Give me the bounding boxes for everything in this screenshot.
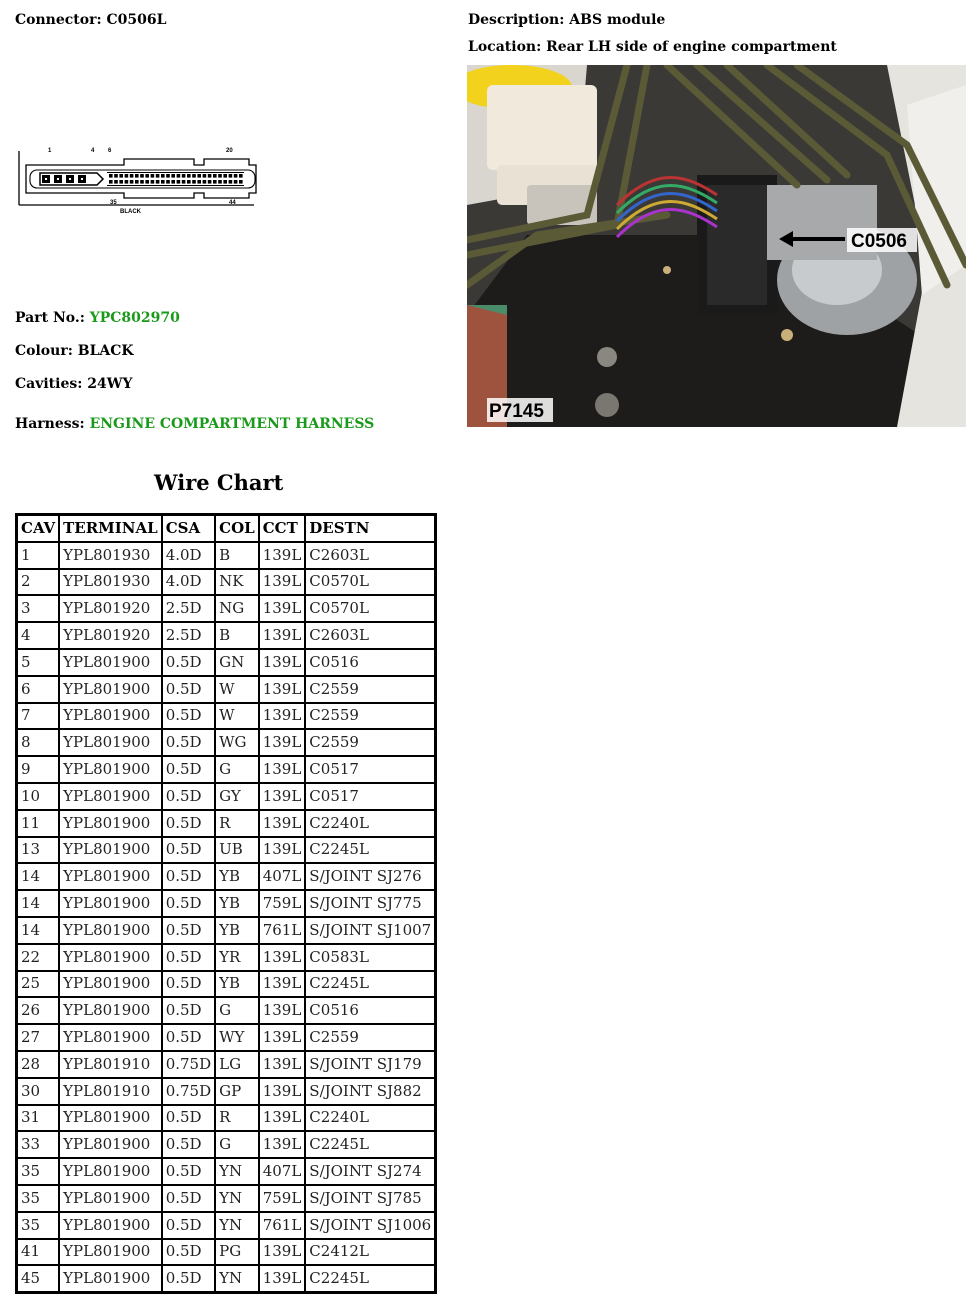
table-cell: S/JOINT SJ775: [306, 891, 434, 916]
table-cell: NG: [216, 596, 258, 621]
table-cell: 139L: [260, 784, 305, 809]
connector-pin: [197, 180, 201, 184]
connector-pin: [130, 180, 134, 184]
table-cell: 45: [18, 1266, 58, 1291]
table-cell: 2.5D: [163, 596, 214, 621]
table-cell: B: [216, 543, 258, 568]
connector-pin: [239, 174, 243, 178]
table-cell: C2240L: [306, 1106, 434, 1131]
table-cell: YPL801900: [60, 1240, 161, 1265]
table-cell: 761L: [260, 1213, 305, 1238]
table-cell: 0.5D: [163, 1132, 214, 1157]
table-cell: 0.5D: [163, 811, 214, 836]
table-cell: YPL801900: [60, 891, 161, 916]
table-cell: YB: [216, 972, 258, 997]
table-cell: YPL801900: [60, 650, 161, 675]
connector-pin: [229, 180, 233, 184]
table-cell: C0517: [306, 757, 434, 782]
table-cell: YPL801900: [60, 704, 161, 729]
table-cell: 139L: [260, 1079, 305, 1104]
table-cell: 139L: [260, 730, 305, 755]
cavities: [15, 376, 133, 392]
connector-pin: [156, 180, 160, 184]
table-cell: 761L: [260, 918, 305, 943]
connector-pin: [187, 174, 191, 178]
connector-pin: [166, 180, 170, 184]
diagram-colour-caption: BLACK: [120, 209, 141, 215]
table-row: [18, 864, 434, 889]
connector-pin: [203, 174, 207, 178]
connector-pin: [140, 174, 144, 178]
table-row: [18, 998, 434, 1023]
table-cell: YN: [216, 1266, 258, 1291]
pin-label: 1: [48, 148, 52, 154]
table-cell: YPL801910: [60, 1079, 161, 1104]
colour-value: BLACK: [77, 343, 134, 359]
table-cell: S/JOINT SJ179: [306, 1052, 434, 1077]
table-cell: YPL801900: [60, 784, 161, 809]
wire-chart-table: [15, 513, 437, 1294]
table-cell: 139L: [260, 596, 305, 621]
table-cell: 0.5D: [163, 1213, 214, 1238]
table-cell: 2: [18, 570, 58, 595]
table-cell: 0.5D: [163, 1025, 214, 1050]
connector-pin: [145, 174, 149, 178]
table-cell: 139L: [260, 972, 305, 997]
table-row: [18, 1025, 434, 1050]
connector-pin: [208, 174, 212, 178]
table-cell: 139L: [260, 1052, 305, 1077]
table-cell: YPL801930: [60, 570, 161, 595]
connector-pin: [218, 180, 222, 184]
connector-pin: [177, 180, 181, 184]
table-row: [18, 1132, 434, 1157]
table-cell: UB: [216, 838, 258, 863]
table-cell: B: [216, 623, 258, 648]
table-row: [18, 757, 434, 782]
column-header: TERMINAL: [60, 516, 161, 541]
table-cell: 139L: [260, 704, 305, 729]
table-cell: GP: [216, 1079, 258, 1104]
table-cell: C2559: [306, 677, 434, 702]
table-cell: 0.75D: [163, 1079, 214, 1104]
table-cell: 28: [18, 1052, 58, 1077]
table-cell: 139L: [260, 945, 305, 970]
table-cell: 139L: [260, 1106, 305, 1131]
table-cell: 0.5D: [163, 918, 214, 943]
table-row: [18, 1266, 434, 1291]
table-row: [18, 1213, 434, 1238]
table-cell: WY: [216, 1025, 258, 1050]
table-cell: YPL801900: [60, 864, 161, 889]
table-cell: YN: [216, 1186, 258, 1211]
table-cell: 139L: [260, 543, 305, 568]
table-cell: 139L: [260, 570, 305, 595]
connector-pin: [234, 174, 238, 178]
table-cell: 0.5D: [163, 945, 214, 970]
harness-label: Harness:: [15, 416, 85, 432]
table-cell: 0.5D: [163, 677, 214, 702]
table-cell: 139L: [260, 623, 305, 648]
connector-pin: [114, 180, 118, 184]
column-header: CAV: [18, 516, 58, 541]
connector-pin: [234, 180, 238, 184]
table-cell: 139L: [260, 1266, 305, 1291]
table-cell: 139L: [260, 838, 305, 863]
connector-pin: [223, 174, 227, 178]
connector-pin: [109, 174, 113, 178]
table-cell: NK: [216, 570, 258, 595]
table-cell: C0517: [306, 784, 434, 809]
table-cell: C2245L: [306, 972, 434, 997]
table-cell: 35: [18, 1186, 58, 1211]
table-cell: YPL801900: [60, 1106, 161, 1131]
location-label: Location:: [468, 39, 542, 55]
table-cell: 0.5D: [163, 1266, 214, 1291]
connector-pin: [182, 180, 186, 184]
table-row: [18, 838, 434, 863]
table-cell: C2603L: [306, 543, 434, 568]
connector-value: C0506L: [106, 12, 167, 28]
description: [468, 12, 665, 28]
part-label: Part No.:: [15, 310, 85, 326]
table-row: [18, 784, 434, 809]
table-cell: 33: [18, 1132, 58, 1157]
cavities-label: Cavities:: [15, 376, 83, 392]
connector-pin: [171, 174, 175, 178]
connector-label: Connector:: [15, 12, 102, 28]
table-cell: YPL801900: [60, 811, 161, 836]
part-link[interactable]: YPC802970: [89, 310, 180, 326]
table-cell: YPL801900: [60, 918, 161, 943]
table-cell: 4: [18, 623, 58, 648]
location-value: Rear LH side of engine compartment: [546, 39, 837, 55]
table-cell: C0516: [306, 650, 434, 675]
table-cell: 0.5D: [163, 1186, 214, 1211]
table-row: [18, 623, 434, 648]
table-cell: 0.5D: [163, 1159, 214, 1184]
location: [468, 39, 837, 55]
table-cell: W: [216, 677, 258, 702]
table-cell: 25: [18, 972, 58, 997]
table-cell: LG: [216, 1052, 258, 1077]
table-cell: C0516: [306, 998, 434, 1023]
connector-pin: [119, 174, 123, 178]
table-cell: C0583L: [306, 945, 434, 970]
table-row: [18, 596, 434, 621]
table-cell: 0.5D: [163, 730, 214, 755]
table-cell: 0.5D: [163, 891, 214, 916]
part-number: [15, 310, 180, 326]
table-row: [18, 543, 434, 568]
connector-pin: [213, 174, 217, 178]
table-cell: 0.5D: [163, 972, 214, 997]
table-cell: 4.0D: [163, 570, 214, 595]
table-cell: YB: [216, 891, 258, 916]
table-cell: 13: [18, 838, 58, 863]
column-header: COL: [216, 516, 258, 541]
connector-pin: [166, 174, 170, 178]
table-cell: C2559: [306, 730, 434, 755]
photo-callout-p7145: P7145: [489, 401, 544, 422]
table-cell: 30: [18, 1079, 58, 1104]
table-cell: 1: [18, 543, 58, 568]
table-cell: R: [216, 811, 258, 836]
connector-pin: [135, 180, 139, 184]
connector-pin: [125, 180, 129, 184]
table-row: [18, 972, 434, 997]
table-header-row: [18, 516, 434, 541]
table-cell: 2.5D: [163, 623, 214, 648]
table-cell: GN: [216, 650, 258, 675]
table-cell: YPL801900: [60, 1266, 161, 1291]
table-cell: 3: [18, 596, 58, 621]
connector-pin: [161, 174, 165, 178]
table-cell: YPL801900: [60, 730, 161, 755]
table-row: [18, 1240, 434, 1265]
table-cell: YPL801900: [60, 677, 161, 702]
table-cell: 35: [18, 1213, 58, 1238]
connector-pin: [223, 180, 227, 184]
table-cell: 26: [18, 998, 58, 1023]
table-cell: 139L: [260, 1240, 305, 1265]
table-cell: 11: [18, 811, 58, 836]
connector-pin: [156, 174, 160, 178]
table-cell: 139L: [260, 1132, 305, 1157]
table-cell: YPL801900: [60, 757, 161, 782]
connector-pin: [135, 174, 139, 178]
connector-pin: [114, 174, 118, 178]
table-cell: 139L: [260, 998, 305, 1023]
table-cell: C2240L: [306, 811, 434, 836]
table-cell: 4.0D: [163, 543, 214, 568]
table-cell: YPL801900: [60, 945, 161, 970]
table-cell: YPL801900: [60, 1186, 161, 1211]
column-header: CSA: [163, 516, 214, 541]
table-cell: YB: [216, 918, 258, 943]
column-header: DESTN: [306, 516, 434, 541]
connector-pin: [145, 180, 149, 184]
table-cell: R: [216, 1106, 258, 1131]
table-cell: 7: [18, 704, 58, 729]
table-cell: 0.5D: [163, 838, 214, 863]
table-cell: S/JOINT SJ276: [306, 864, 434, 889]
table-cell: 139L: [260, 650, 305, 675]
table-cell: 759L: [260, 1186, 305, 1211]
table-cell: 139L: [260, 1025, 305, 1050]
table-cell: C2559: [306, 1025, 434, 1050]
connector-pin: [229, 174, 233, 178]
connector-pin: [119, 180, 123, 184]
connector-pin: [208, 180, 212, 184]
table-row: [18, 1106, 434, 1131]
connector-pin: [192, 180, 196, 184]
table-cell: 6: [18, 677, 58, 702]
table-cell: 35: [18, 1159, 58, 1184]
table-row: [18, 891, 434, 916]
connector-pin: [130, 174, 134, 178]
harness-link[interactable]: ENGINE COMPARTMENT HARNESS: [89, 416, 375, 432]
table-cell: 0.5D: [163, 704, 214, 729]
table-cell: GY: [216, 784, 258, 809]
table-cell: WG: [216, 730, 258, 755]
table-cell: 0.5D: [163, 784, 214, 809]
connector-pin: [161, 180, 165, 184]
table-cell: YN: [216, 1159, 258, 1184]
table-row: [18, 1159, 434, 1184]
connector-pin: [140, 180, 144, 184]
connector-pin: [151, 174, 155, 178]
connector-pin: [197, 174, 201, 178]
engine-compartment-illustration: [467, 65, 966, 427]
connector-id: [15, 12, 166, 28]
connector-pin: [203, 180, 207, 184]
wire-chart-title: Wire Chart: [154, 470, 284, 495]
table-row: [18, 677, 434, 702]
connector-pin: [239, 180, 243, 184]
pin-label: 44: [229, 200, 236, 206]
table-cell: YPL801900: [60, 1132, 161, 1157]
connector-pin: [109, 180, 113, 184]
connector-pin: [187, 180, 191, 184]
table-cell: YPL801910: [60, 1052, 161, 1077]
table-cell: 759L: [260, 891, 305, 916]
location-photo: [467, 65, 966, 427]
table-cell: 9: [18, 757, 58, 782]
table-cell: YN: [216, 1213, 258, 1238]
photo-callout-c0506: C0506: [851, 231, 907, 252]
pin-label: 6: [108, 148, 112, 154]
pin-label: 20: [226, 148, 233, 154]
connector-pin: [125, 174, 129, 178]
table-row: [18, 730, 434, 755]
table-cell: G: [216, 757, 258, 782]
table-cell: C0570L: [306, 596, 434, 621]
table-cell: 139L: [260, 757, 305, 782]
table-cell: YPL801900: [60, 998, 161, 1023]
table-cell: YR: [216, 945, 258, 970]
table-cell: C2603L: [306, 623, 434, 648]
table-row: [18, 945, 434, 970]
table-cell: 41: [18, 1240, 58, 1265]
table-cell: S/JOINT SJ1007: [306, 918, 434, 943]
table-cell: W: [216, 704, 258, 729]
cavities-value: 24WY: [87, 376, 133, 392]
table-cell: YPL801900: [60, 1159, 161, 1184]
connector-pin: [151, 180, 155, 184]
table-cell: YPL801900: [60, 838, 161, 863]
table-row: [18, 1052, 434, 1077]
table-cell: 31: [18, 1106, 58, 1131]
table-cell: 14: [18, 918, 58, 943]
table-cell: 27: [18, 1025, 58, 1050]
table-cell: C0570L: [306, 570, 434, 595]
pin-label: 35: [110, 200, 117, 206]
table-cell: YPL801920: [60, 623, 161, 648]
table-cell: G: [216, 998, 258, 1023]
table-cell: C2245L: [306, 1132, 434, 1157]
table-cell: YPL801900: [60, 1213, 161, 1238]
table-cell: S/JOINT SJ882: [306, 1079, 434, 1104]
table-cell: S/JOINT SJ1006: [306, 1213, 434, 1238]
table-cell: YPL801930: [60, 543, 161, 568]
table-cell: 0.5D: [163, 1106, 214, 1131]
harness: [15, 416, 374, 432]
table-row: [18, 811, 434, 836]
table-cell: C2412L: [306, 1240, 434, 1265]
table-cell: C2559: [306, 704, 434, 729]
table-row: [18, 1079, 434, 1104]
table-cell: 14: [18, 891, 58, 916]
connector-pin: [218, 174, 222, 178]
column-header: CCT: [260, 516, 305, 541]
table-cell: 0.5D: [163, 650, 214, 675]
connector-pin: [182, 174, 186, 178]
connector-pin: [213, 180, 217, 184]
table-cell: YB: [216, 864, 258, 889]
table-cell: S/JOINT SJ274: [306, 1159, 434, 1184]
table-cell: 139L: [260, 811, 305, 836]
colour-label: Colour:: [15, 343, 73, 359]
connector-pin: [192, 174, 196, 178]
table-row: [18, 650, 434, 675]
table-cell: S/JOINT SJ785: [306, 1186, 434, 1211]
table-cell: 10: [18, 784, 58, 809]
table-cell: 22: [18, 945, 58, 970]
table-cell: 14: [18, 864, 58, 889]
connector-pin: [171, 180, 175, 184]
table-row: [18, 570, 434, 595]
connector-diagram: [14, 143, 259, 215]
table-row: [18, 918, 434, 943]
table-cell: C2245L: [306, 1266, 434, 1291]
description-label: Description:: [468, 12, 565, 28]
table-row: [18, 704, 434, 729]
table-cell: YPL801920: [60, 596, 161, 621]
table-cell: 0.5D: [163, 757, 214, 782]
table-cell: YPL801900: [60, 1025, 161, 1050]
table-cell: 8: [18, 730, 58, 755]
table-cell: 0.75D: [163, 1052, 214, 1077]
table-cell: YPL801900: [60, 972, 161, 997]
table-cell: G: [216, 1132, 258, 1157]
description-value: ABS module: [569, 12, 666, 28]
table-cell: 0.5D: [163, 998, 214, 1023]
colour: [15, 343, 134, 359]
table-cell: 407L: [260, 1159, 305, 1184]
table-cell: PG: [216, 1240, 258, 1265]
table-cell: 407L: [260, 864, 305, 889]
table-cell: 139L: [260, 677, 305, 702]
table-row: [18, 1186, 434, 1211]
table-cell: 0.5D: [163, 864, 214, 889]
table-cell: C2245L: [306, 838, 434, 863]
pin-label: 4: [91, 148, 95, 154]
table-cell: 5: [18, 650, 58, 675]
connector-pin: [177, 174, 181, 178]
table-cell: 0.5D: [163, 1240, 214, 1265]
